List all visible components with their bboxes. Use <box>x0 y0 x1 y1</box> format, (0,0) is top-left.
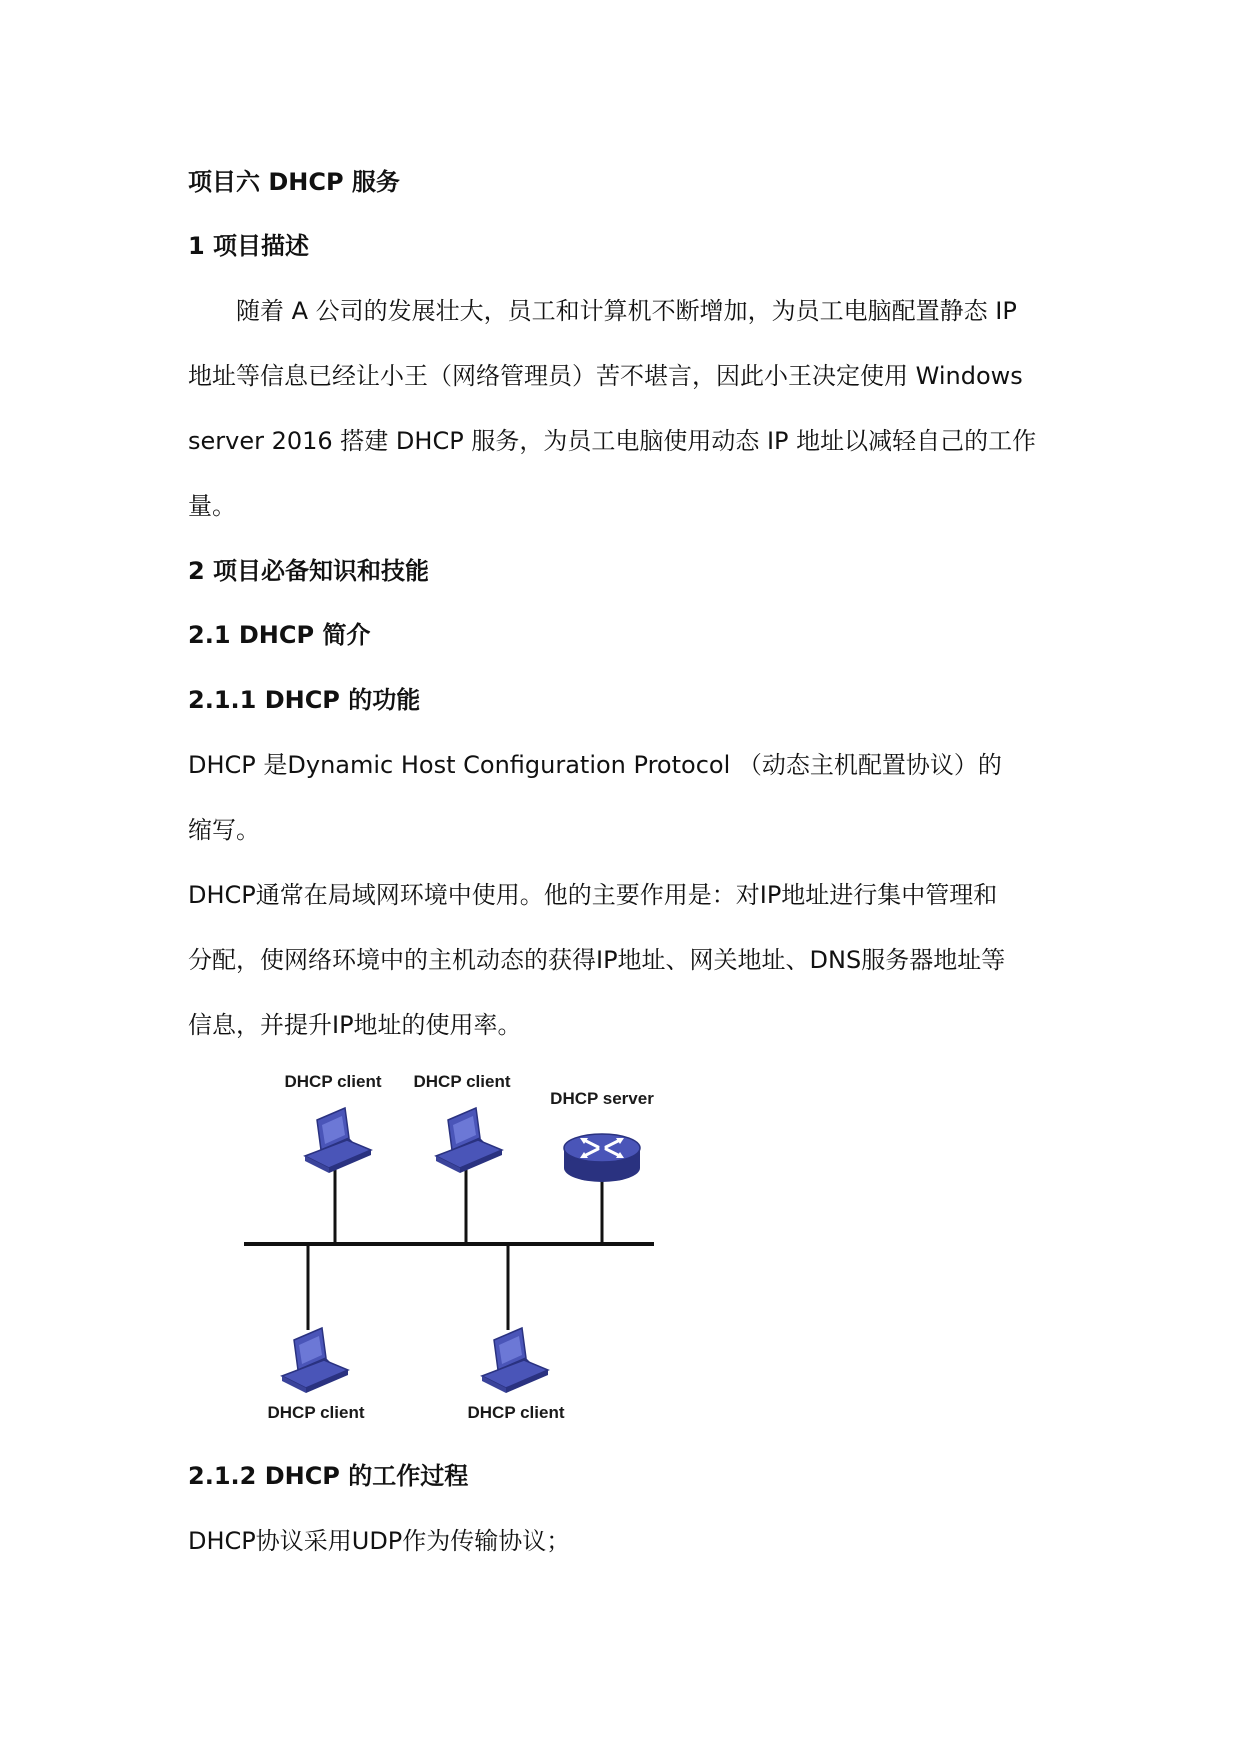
paragraph-line: DHCP通常在局域网环境中使用。他的主要作用是：对IP地址进行集中管理和 <box>188 881 998 909</box>
client-label: DHCP client <box>284 1072 382 1091</box>
computer-icon <box>282 1328 348 1393</box>
paragraph-line: DHCP协议采用UDP作为传输协议； <box>188 1527 571 1555</box>
client-label: DHCP client <box>467 1403 565 1422</box>
paragraph-line: 缩写。 <box>188 816 260 844</box>
paragraph-line: DHCP 是Dynamic Host Configuration Protocol （动态主机配置协议）的 <box>188 751 1002 779</box>
section-heading-dhcp-process: 2.1.2 DHCP 的工作过程 <box>188 1462 469 1490</box>
paragraph-line: 地址等信息已经让小王（网络管理员）苦不堪言，因此小王决定使用 Windows <box>188 362 1023 390</box>
router-icon <box>564 1134 640 1182</box>
section-heading-knowledge: 2 项目必备知识和技能 <box>188 557 430 585</box>
dhcp-network-diagram <box>240 1068 670 1458</box>
paragraph-line: 随着 A 公司的发展壮大，员工和计算机不断增加，为员工电脑配置静态 IP <box>236 297 1017 325</box>
paragraph-line: server 2016 搭建 DHCP 服务，为员工电脑使用动态 IP 地址以减轻自己的工作 <box>188 427 1037 455</box>
section-heading-dhcp-intro: 2.1 DHCP 简介 <box>188 621 371 649</box>
section-heading-project-description: 1 项目描述 <box>188 232 310 260</box>
computer-icon <box>482 1328 548 1393</box>
paragraph-line: 量。 <box>188 492 236 520</box>
computer-icon <box>305 1108 371 1173</box>
section-heading-dhcp-function: 2.1.1 DHCP 的功能 <box>188 686 421 714</box>
server-label: DHCP server <box>550 1089 654 1108</box>
paragraph-line: 分配，使网络环境中的主机动态的获得IP地址、网关地址、DNS服务器地址等 <box>188 946 1006 974</box>
document-title: 项目六 DHCP 服务 <box>188 168 400 196</box>
client-label: DHCP client <box>267 1403 365 1422</box>
paragraph-line: 信息，并提升IP地址的使用率。 <box>188 1011 522 1039</box>
client-label: DHCP client <box>413 1072 511 1091</box>
computer-icon <box>436 1108 502 1173</box>
